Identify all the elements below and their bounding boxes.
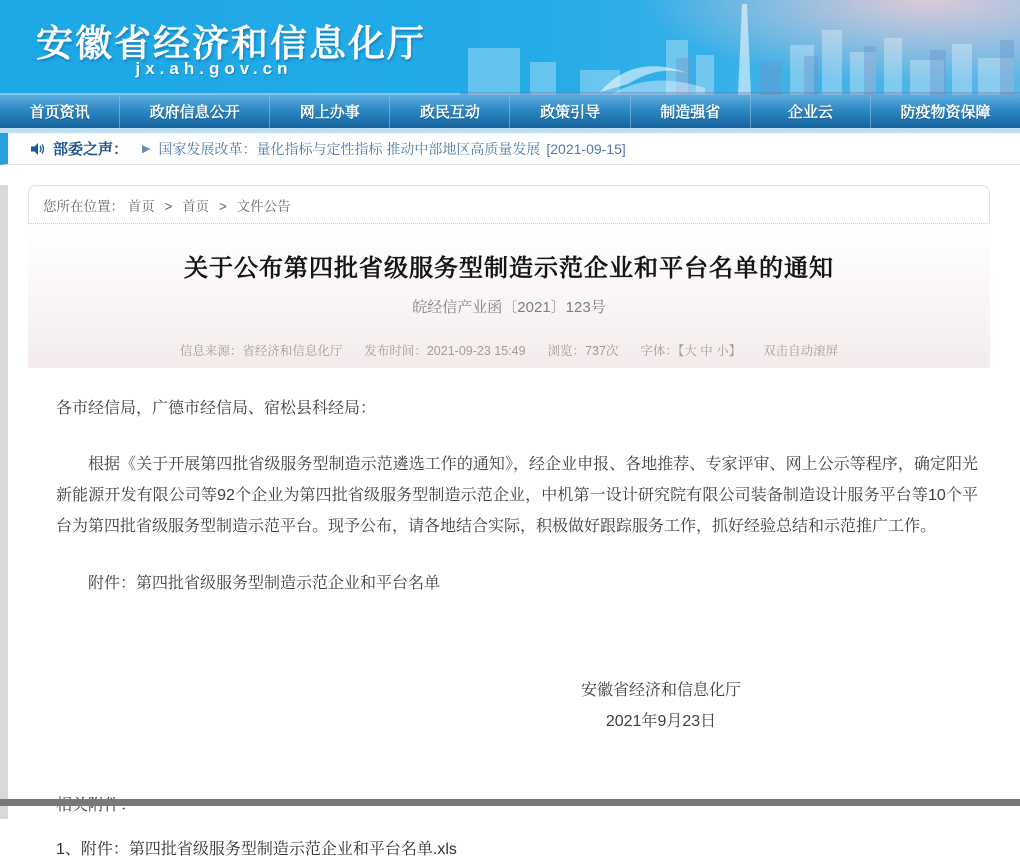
- news-ticker: [0, 133, 1020, 165]
- related-attachments-heading: [56, 791, 978, 821]
- nav-item-manufacturing[interactable]: 制造强省: [631, 95, 751, 128]
- article-header: [28, 224, 990, 368]
- breadcrumb-separator: >: [218, 199, 227, 214]
- ticker-arrow-icon: ▶: [142, 143, 151, 155]
- article-title: 关于公布第四批省级服务型制造示范企业和平台名单的通知: [184, 255, 834, 282]
- breadcrumb-item-home[interactable]: 首页: [127, 199, 155, 214]
- meta-font-label: 字体：: [640, 344, 678, 358]
- nav-item-interaction[interactable]: 政民互动: [390, 95, 510, 128]
- nav-item-policy-guide[interactable]: 政策引导: [510, 95, 630, 128]
- site-title: 安徽省经济和信息化厅: [36, 23, 426, 64]
- breadcrumb-item-home-2[interactable]: 首页: [182, 199, 210, 214]
- nav-item-epidemic-supplies[interactable]: 防疫物资保障: [900, 104, 991, 121]
- nav-item-home-news[interactable]: 首页资讯: [0, 95, 120, 128]
- article-body: [8, 368, 1020, 859]
- breadcrumb-item-current: 文件公告: [236, 199, 291, 214]
- breadcrumb-separator: >: [164, 199, 173, 214]
- meta-scroll-hint: 双击自动滚屏: [763, 344, 839, 358]
- breadcrumb-prefix: 您所在位置：: [43, 199, 124, 214]
- nav-item-enterprise-cloud[interactable]: 企业云: [751, 95, 871, 128]
- meta-view-count: 浏览：737次: [547, 344, 619, 358]
- signature-block: [521, 675, 801, 737]
- nav-item-online-services[interactable]: 网上办事: [270, 95, 390, 128]
- signature-org: 安徽省经济和信息化厅: [580, 682, 741, 699]
- site-url: jx.ah.gov.cn: [135, 59, 293, 78]
- content-area: [0, 185, 1020, 858]
- breadcrumb: [28, 185, 990, 224]
- ticker-news-link[interactable]: 国家发展改革：量化指标与定性指标 推动中部地区高质量发展: [158, 140, 541, 157]
- attachment-xls-link[interactable]: 1、附件：第四批省级服务型制造示范企业和平台名单.xls: [56, 841, 457, 858]
- bottom-bar: [0, 799, 1020, 806]
- article-attachment-line: 附件：第四批省级服务型制造示范企业和平台名单: [88, 575, 441, 592]
- font-size-options[interactable]: 【大 中 小】: [677, 344, 742, 358]
- nav-item-gov-info[interactable]: 政府信息公开: [120, 95, 270, 128]
- meta-font-control: [640, 341, 741, 359]
- ticker-news-date: [2021-09-15]: [546, 140, 626, 157]
- signature-date: 2021年9月23日: [605, 713, 717, 730]
- article-salutation: 各市经信局，广德市经信局、宿松县科经局：: [56, 400, 377, 417]
- article-meta: [28, 333, 990, 368]
- main-nav: [0, 95, 1020, 128]
- header-skyline-image: [460, 0, 1020, 95]
- site-header: [0, 0, 1020, 95]
- meta-publish-time: 发布时间：2021-09-23 15:49: [364, 344, 526, 358]
- ticker-label: 部委之声：: [53, 141, 129, 158]
- document-number: 皖经信产业函〔2021〕123号: [412, 299, 606, 316]
- article-paragraph: 根据《关于开展第四批省级服务型制造示范遴选工作的通知》，经企业申报、各地推荐、专家评审、网上公示等程序，确定阳光新能源开发有限公司等92个企业为第四批省级服务型制造示范企业，中机第一设计研究院有限公司装备制造设计服务平台等10个平台为第四批省级服务型制造示范平台。现予公布，请各地结合实际，积极做好跟踪服务工作，抓好经验总结和示范推广工作。: [56, 456, 978, 535]
- speaker-icon: [30, 142, 45, 156]
- meta-source: 信息来源：省经济和信息化厅: [179, 344, 343, 358]
